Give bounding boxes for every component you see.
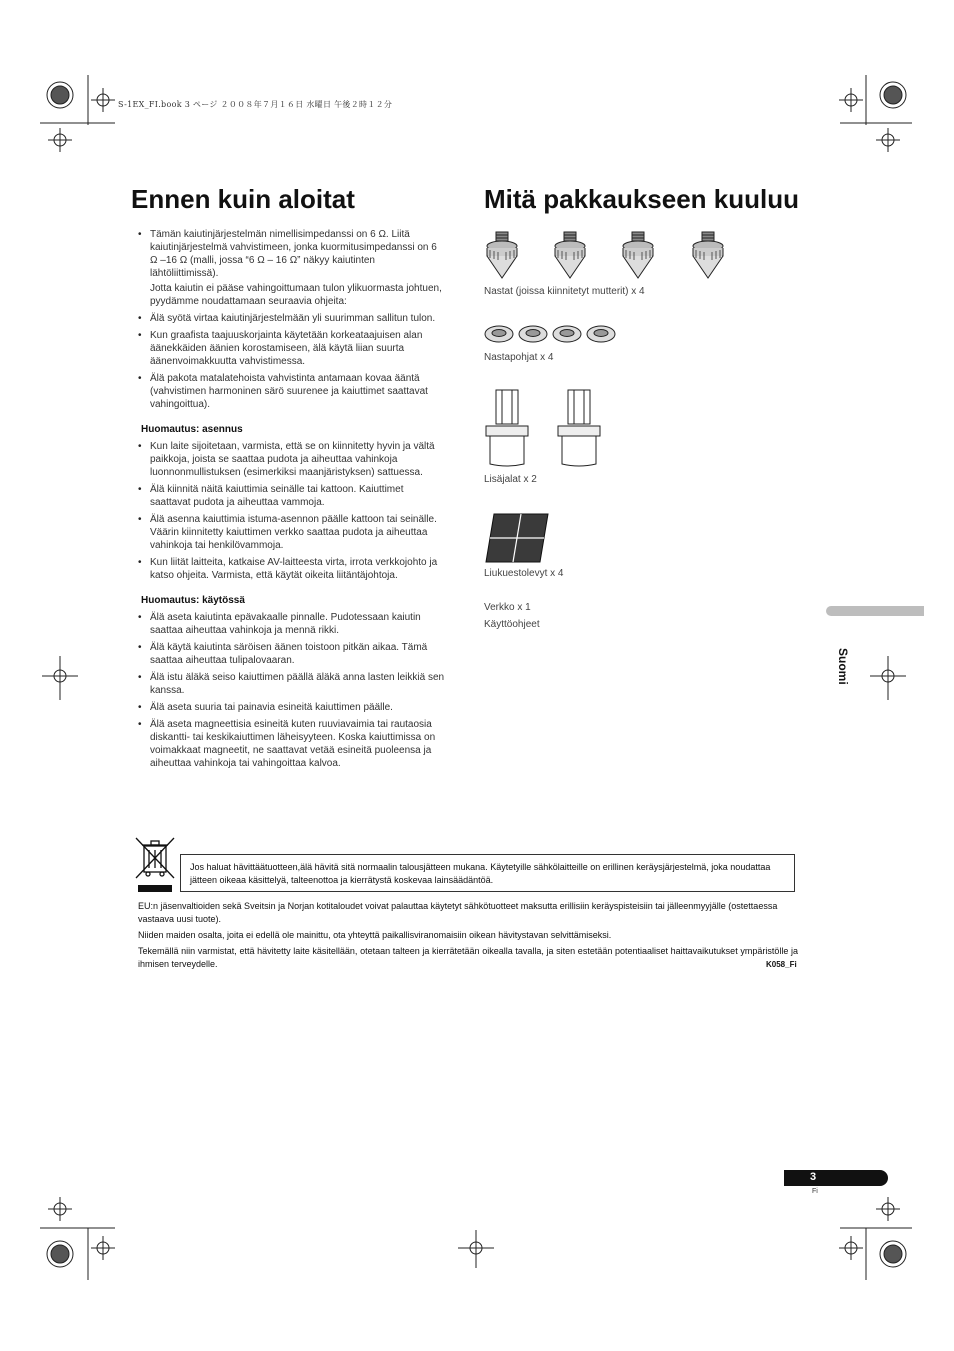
spike-icon xyxy=(484,228,744,288)
installation-list xyxy=(138,440,446,582)
list-item: • Älä asenna kaiuttimia istuma-asennon päälle kattoon tai seinälle. Väärin kiinnitetty kaiuttimen verkko saattaa pudota ja aiheuttaa vahinkoja tai henkilövammoja. xyxy=(138,513,446,552)
anti-slip-pad-icon xyxy=(484,512,554,564)
weee-paragraph: Tekemällä niin varmistat, että hävitetty laite käsitellään, otetaan talteen ja kierrätetään oikealla tavalla, ja siten estetään potentiaaliset haittavaikutukset ympäristölle ja ihmisen terveydelle. xyxy=(138,946,798,969)
page-number-badge xyxy=(784,1170,888,1186)
right-title: Mitä pakkaukseen kuuluu xyxy=(484,184,799,214)
weee-notice-box: Jos haluat hävittäätuotteen,älä hävitä sitä normaalin talousjätteen mukana. Käytetyille sähkölaitteille on erillinen keräysjärjestelmä, joka noudattaa jätteen oikeaa käsittelyä, talteenottoa ja kierrätystä koskevaa lainsäädäntöä. xyxy=(180,854,795,892)
left-column xyxy=(138,228,446,774)
document-code: K058_Fi xyxy=(766,960,797,969)
language-tab-bar xyxy=(826,606,924,616)
list-item: • Tämän kaiutinjärjestelmän nimellisimpedanssi on 6 Ω. Liitä kaiutinjärjestelmä vahvistimeen, jonka kuormitusimpedanssi on 6 Ω –16 Ω (malli, jossa “6 Ω – 16 Ω” näkyy kaiutinten lähtöliittimissä). Jotta kaiutin ei pääse vahingoittumaan tulon ylikuormasta johtuen, pyydämme noudattamaan seuraavia ohjeita: xyxy=(138,228,446,308)
list-item: • Kun graafista taajuuskorjainta käytetään korkeataajuisen alan äänekkäiden äänien korostamiseen, älä käytä liian suurta äänenvoimakkuutta vahvistimessa. xyxy=(138,329,446,368)
list-item: • Kun liität laitteita, katkaise AV-laitteesta virta, irrota verkkojohto ja katso ohjeita. Varmista, että käytät oikeita liitäntäjohtoja. xyxy=(138,556,446,582)
page-number: 3 xyxy=(810,1171,817,1183)
list-item: • Älä kiinnitä näitä kaiuttimia seinälle tai kattoon. Kaiuttimet saattavat pudota ja aiheuttaa vammoja. xyxy=(138,483,446,509)
caption-manual: Käyttöohjeet xyxy=(484,619,540,630)
intro-list xyxy=(138,228,446,411)
list-item: • Älä aseta suuria tai painavia esineitä kaiuttimen päälle. xyxy=(138,701,446,714)
list-subtext: Jotta kaiutin ei pääse vahingoittumaan tulon ylikuormasta johtuen, pyydämme noudattamaan seuraavia ohjeita: xyxy=(150,283,442,307)
crossed-bin-icon xyxy=(134,836,178,896)
page-language: Fi xyxy=(812,1188,818,1195)
spike-base-icon xyxy=(484,322,624,346)
note-heading-installation: Huomautus: asennus xyxy=(141,424,243,435)
caption-extra-legs: Lisäjalat x 2 xyxy=(484,474,537,485)
list-item: • Älä käytä kaiutinta säröisen äänen toistoon pitkän aikaa. Tämä saattaa aiheuttaa tulipalovaaran. xyxy=(138,641,446,667)
caption-spikes: Nastat (joissa kiinnitetyt mutterit) x 4 xyxy=(484,286,645,297)
list-item: • Älä syötä virtaa kaiutinjärjestelmään yli suurimman sallitun tulon. xyxy=(138,312,446,325)
weee-paragraph: Niiden maiden osalta, joita ei edellä ole mainittu, ota yhteyttä paikallisviranomaisiin oikean hävitystavan selvittämiseksi. xyxy=(138,930,612,940)
note-heading-usage: Huomautus: käytössä xyxy=(141,595,245,606)
weee-paragraph: EU:n jäsenvaltioiden sekä Sveitsin ja Norjan kotitaloudet voivat palauttaa käytetyt sähkötuotteet maksutta erillisiin keräyspisteisiin tai jälleenmyyjälle (ostettaessa vastaava uusi tuote). xyxy=(138,901,778,924)
caption-anti-slip-pads: Liukuestolevyt x 4 xyxy=(484,568,564,579)
caption-spike-bases: Nastapohjat x 4 xyxy=(484,352,554,363)
extra-leg-icon xyxy=(484,388,614,470)
list-item: • Älä aseta magneettisia esineitä kuten ruuviavaimia tai rautaosia diskantti- tai keskikaiuttimen läheisyyteen. Koska kaiuttimissa on voimakkaat magneetit, ne saattavat vetää esineitä puoleensa ja aiheuttaa vahinkoja tai vahingoittaa kalvoa. xyxy=(138,718,446,770)
list-item: • Älä istu äläkä seiso kaiuttimen päällä äläkä anna lasten leikkiä sen kanssa. xyxy=(138,671,446,697)
print-header: S-1EX_FI.book 3 ページ ２００８年７月１６日 水曜日 午後２時１２分 xyxy=(118,100,393,109)
language-tab-label: Suomi xyxy=(836,648,850,685)
caption-grille: Verkko x 1 xyxy=(484,602,531,613)
list-item: • Älä aseta kaiutinta epävakaalle pinnalle. Pudotessaan kaiutin saattaa aiheuttaa vahinkoja ja mennä rikki. xyxy=(138,611,446,637)
usage-list xyxy=(138,611,446,770)
list-item: • Kun laite sijoitetaan, varmista, että se on kiinnitetty hyvin ja vältä paikkoja, joista se saattaa pudota ja aiheuttaa vahinkoja luonnonmullistuksen (esimerkiksi maanjäristyksen) sattuessa. xyxy=(138,440,446,479)
list-item: • Älä pakota matalatehoista vahvistinta antamaan kovaa ääntä (vahvistimen harmoninen särö suurenee ja kaiuttimet saattavat vahingoittua). xyxy=(138,372,446,411)
left-title: Ennen kuin aloitat xyxy=(131,184,355,214)
